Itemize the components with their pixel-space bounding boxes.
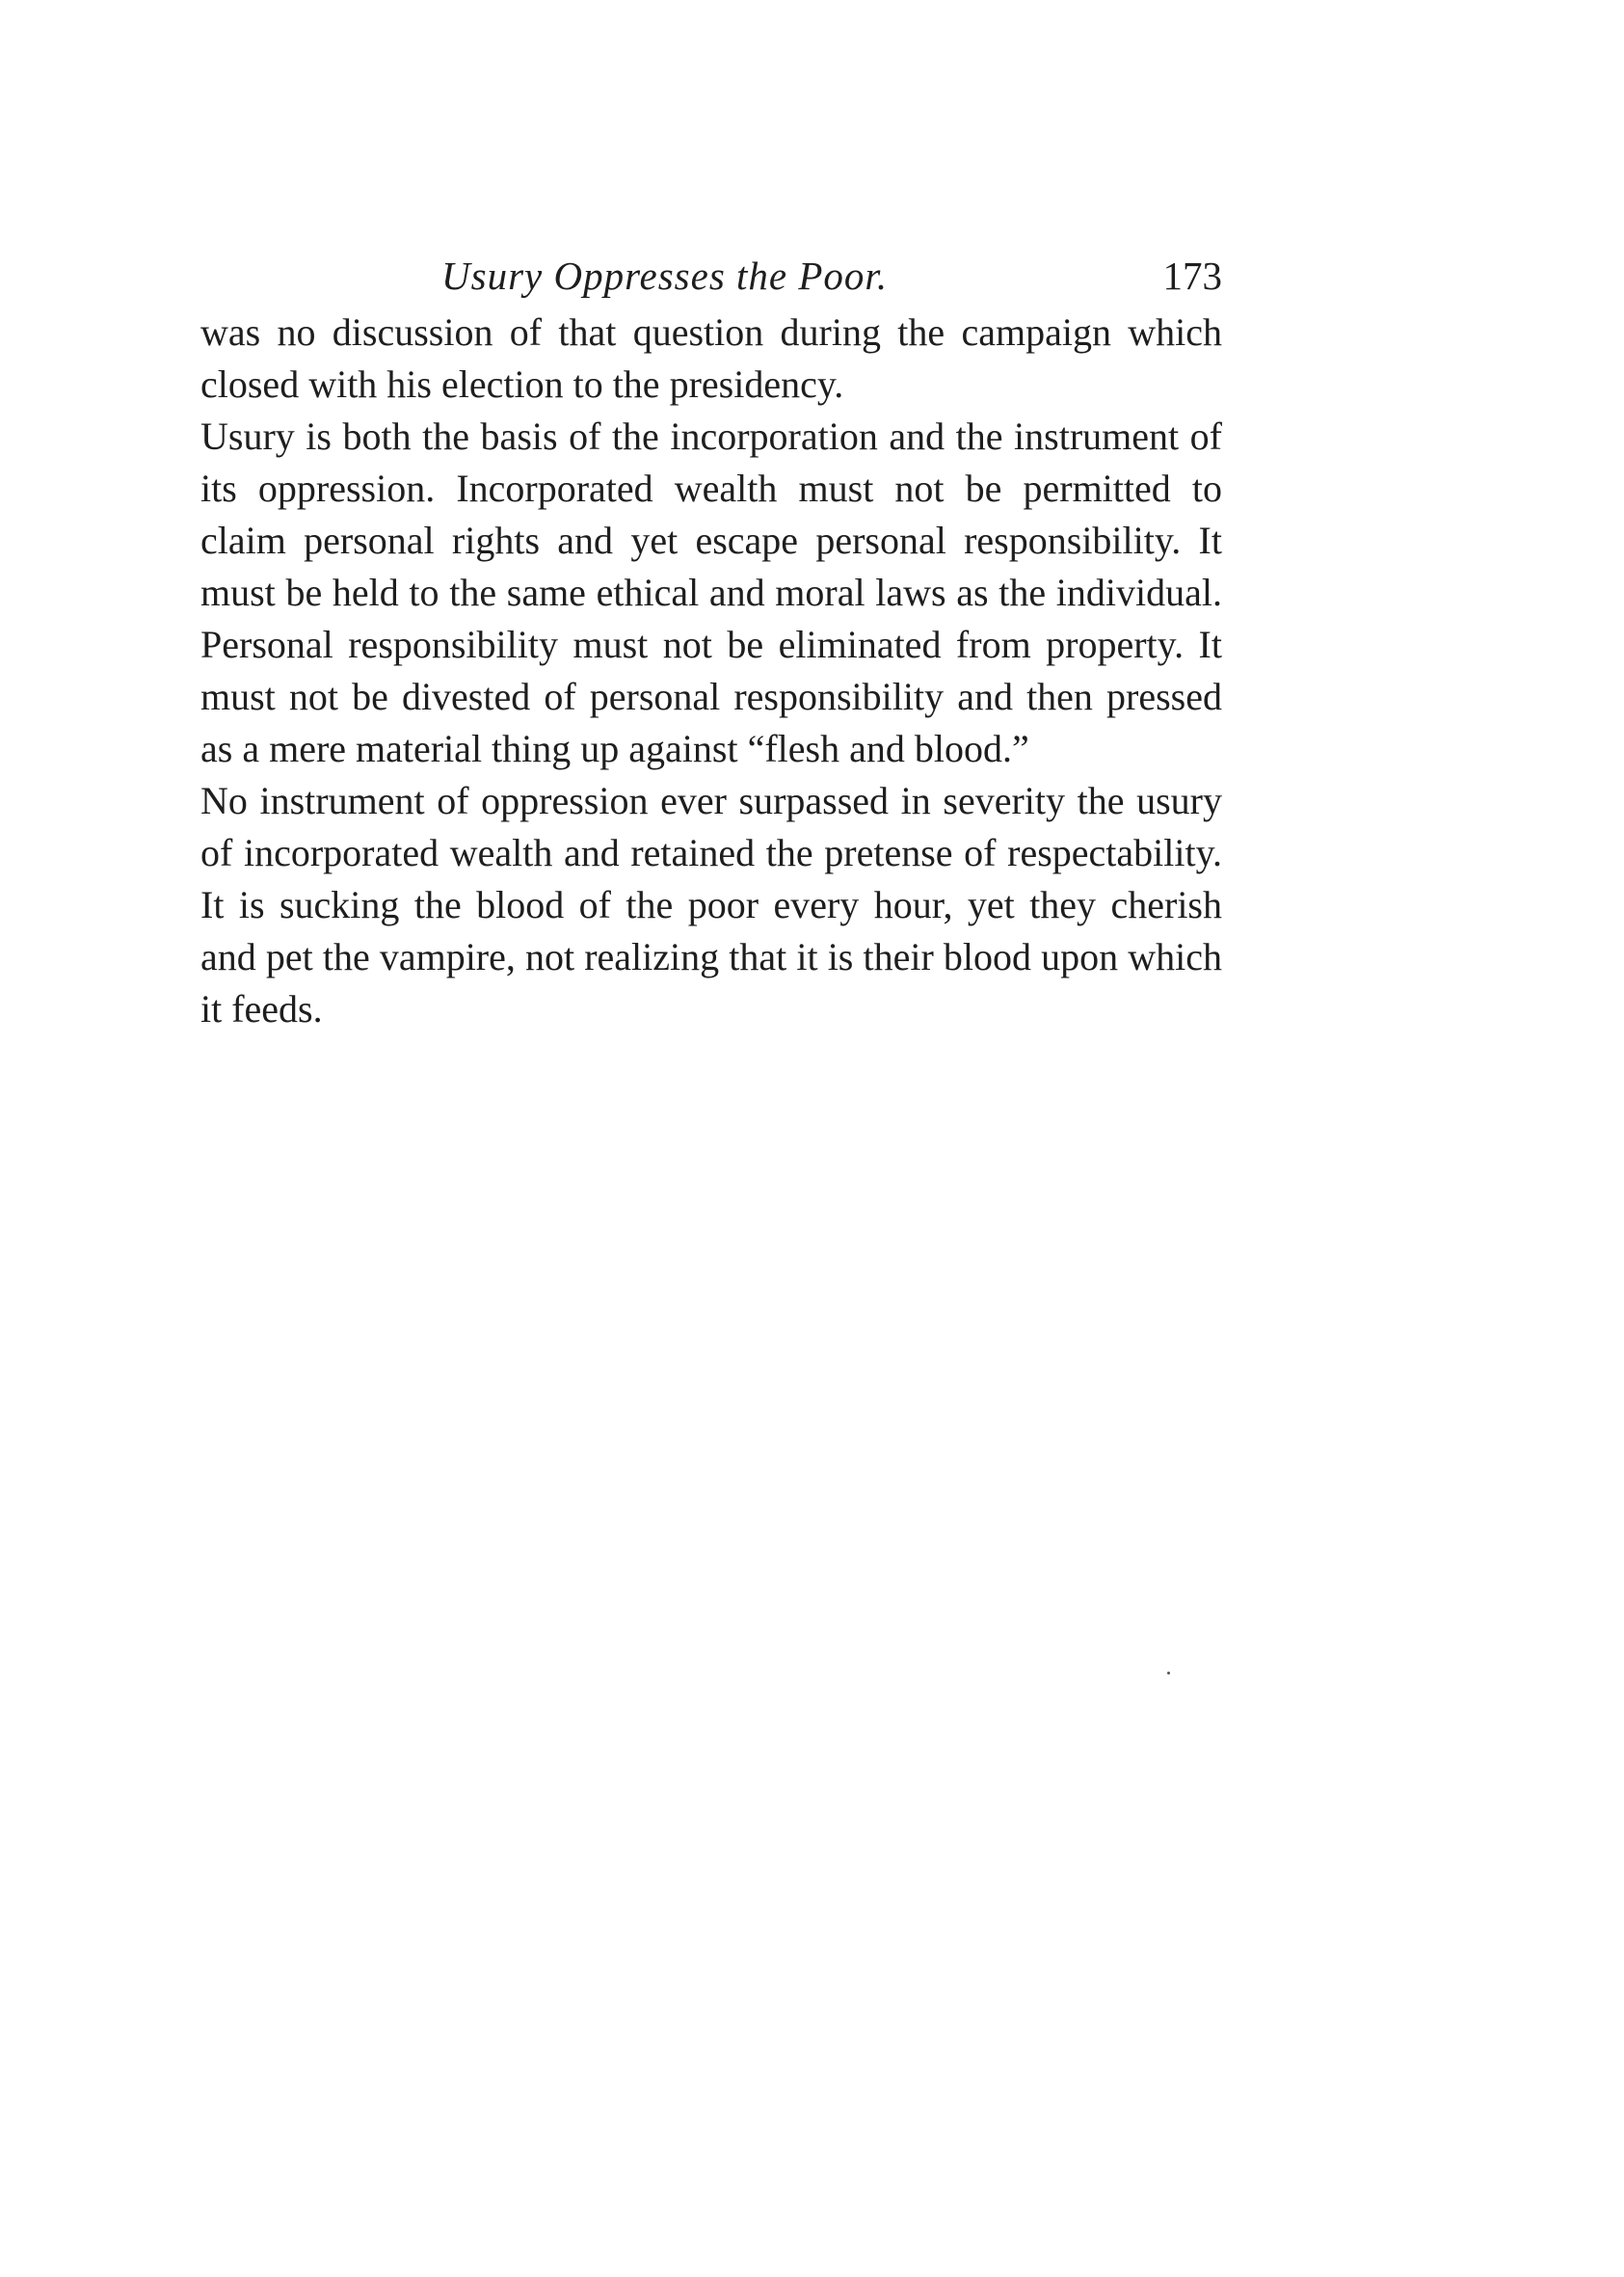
page-number: 173 bbox=[1162, 254, 1222, 298]
scan-speck bbox=[1167, 1672, 1170, 1674]
paragraph-continuation: was no discussion of that question during the campaign which closed with his election to the presidency. bbox=[200, 310, 1222, 406]
paragraph-usury-basis: Usury is both the basis of the incorporation and the instrument of its oppression. Incorporated wealth must not be permitted to claim personal rights and yet escape personal responsibility. It must be held to the same ethical and moral laws as the individual. Personal responsibility must not be eliminated from property. It must not be divested of personal responsibility and then pressed as a mere material thing up against “flesh and blood.” bbox=[200, 415, 1222, 770]
paragraph-instrument-of-oppression: No instrument of oppression ever surpassed in severity the usury of incorporated wealth and retained the pretense of respectability. It is sucking the blood of the poor every hour, yet they cherish and pet the vampire, not realizing that it is their blood upon which it feeds. bbox=[200, 779, 1222, 1031]
body-text bbox=[200, 307, 1222, 1035]
running-head bbox=[200, 253, 1222, 310]
running-title: Usury Oppresses the Poor. bbox=[441, 254, 889, 298]
